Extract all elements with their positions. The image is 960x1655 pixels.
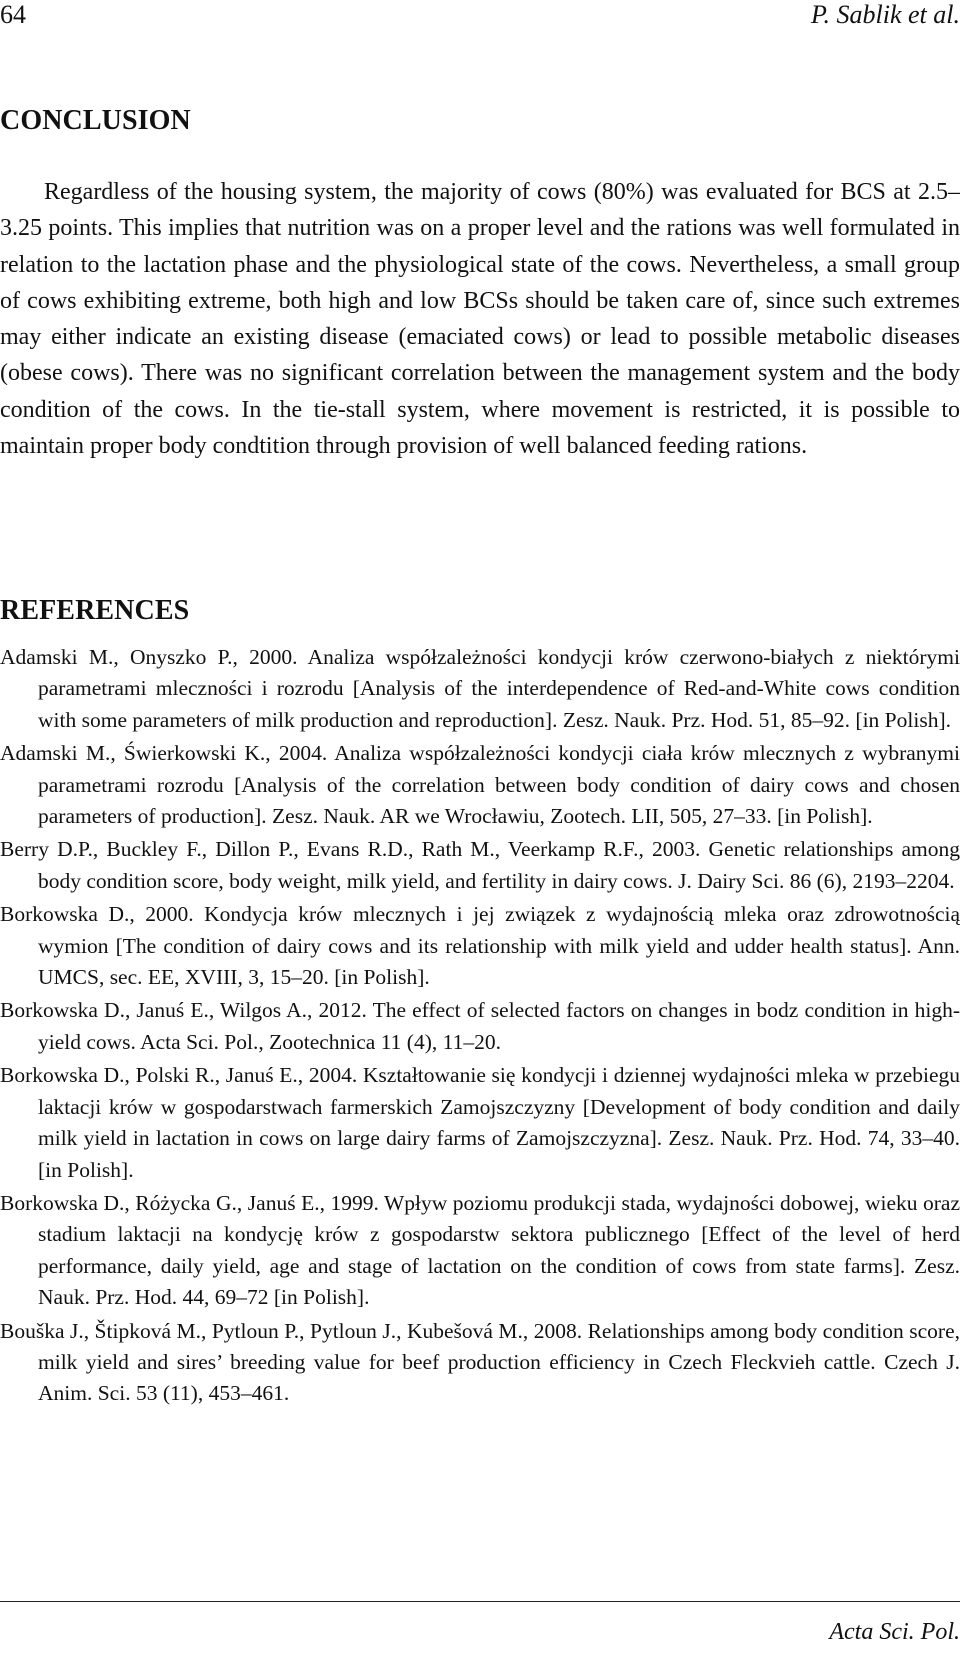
running-title: P. Sablik et al. (810, 0, 960, 29)
footer-rule (0, 1601, 960, 1602)
references-heading: REFERENCES (0, 595, 190, 627)
conclusion-paragraph: Regardless of the housing system, the majority of cows (80%) was evaluated for BCS at 2.5–3.25 points. This implies that nutrition was on a proper level and the rations was well formulated in relation to the lactation phase and the physiological state of the cows. Nevertheless, a small group of cows exhibiting extreme, both high and low BCSs should be taken care of, since such extremes may either indicate an existing disease (emaciated cows) or lead to possible metabolic diseases (obese cows). There was no significant correlation between the management system and the body condition of the cows. In the tie-stall system, where movement is restricted, it is possible to maintain proper body condtition through provision of well balanced feeding rations. (0, 179, 960, 460)
reference-item-7: Borkowska D., Różycka G., Januś E., 1999. Wpływ poziomu produkcji stada, wydajności dobowej, wieku oraz stadium laktacji na kondycję krów z gospodarstw sektora publicznego [Effect of the level of herd performance, daily yield, age and stage of lactation on the condition of cows from state farms]. Zesz. Nauk. Prz. Hod. 44, 69–72 [in Polish]. (0, 1190, 960, 1310)
reference-item-4: Borkowska D., 2000. Kondycja krów mlecznych i jej związek z wydajnością mleka oraz zdrowotnością wymion [The condition of dairy cows and its relationship with milk yield and udder health status]. Ann. UMCS, sec. EE, XVIII, 3, 15–20. [in Polish]. (0, 902, 960, 990)
reference-item-6: Borkowska D., Polski R., Januś E., 2004. Kształtowanie się kondycji i dziennej wydajności mleka w przebiegu laktacji krów w gospodarstwach farmerskich Zamojszczyzny [Development of body condition and daily milk yield in lactation in cows on large dairy farms of Zamojszczyzna]. Zesz. Nauk. Prz. Hod. 74, 33–40. [in Polish]. (0, 1063, 960, 1182)
reference-item-1: Adamski M., Onyszko P., 2000. Analiza współzależności kondycji krów czerwono-białych z niektórymi parametrami mleczności i rozrodu [Analysis of the interdependence of Red-and-White cows condition with some parameters of milk production and reproduction]. Zesz. Nauk. Prz. Hod. 51, 85–92. [in Polish]. (0, 645, 960, 732)
page-number: 64 (0, 0, 26, 29)
reference-item-8: Bouška J., Štipková M., Pytloun P., Pytloun J., Kubešová M., 2008. Relationships among body condition score, milk yield and sires’ breeding value for beef production efficiency in Czech Fleckvieh cattle. Czech J. Anim. Sci. 53 (11), 453–461. (0, 1318, 960, 1406)
page-header (0, 0, 960, 30)
reference-list (0, 642, 960, 1412)
journal-footer: Acta Sci. Pol. (829, 1619, 960, 1645)
reference-item-2: Adamski M., Świerkowski K., 2004. Analiza współzależności kondycji ciała krów mlecznych z wybranymi parametrami rozrodu [Analysis of the correlation between body condition of dairy cows and chosen parameters of production]. Zesz. Nauk. AR we Wrocławiu, Zootech. LII, 505, 27–33. [in Polish]. (0, 741, 960, 829)
reference-item-3: Berry D.P., Buckley F., Dillon P., Evans R.D., Rath M., Veerkamp R.F., 2003. Genetic relationships among body condition score, body weight, milk yield, and fertility in dairy cows. J. Dairy Sci. 86 (6), 2193–2204. (0, 837, 960, 893)
reference-item-5: Borkowska D., Januś E., Wilgos A., 2012. The effect of selected factors on changes in bodz condition in high-yield cows. Acta Sci. Pol., Zootechnica 11 (4), 11–20. (0, 998, 960, 1054)
conclusion-heading: CONCLUSION (0, 105, 191, 137)
